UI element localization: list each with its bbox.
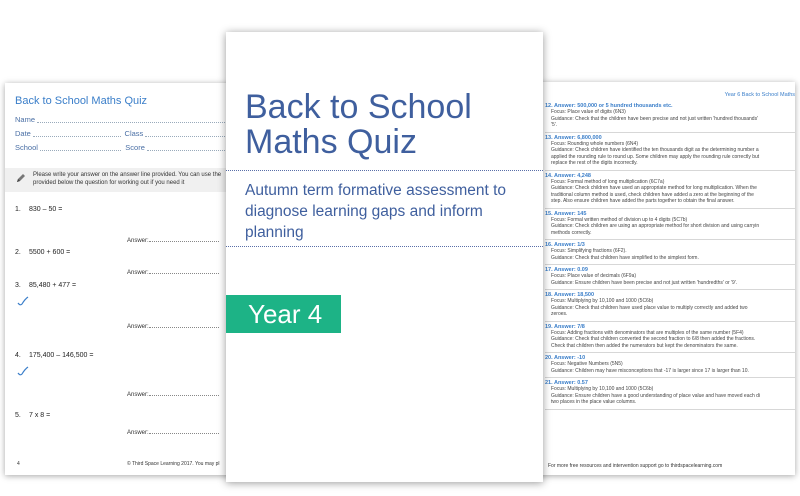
class-line <box>145 130 233 137</box>
answer-detail: Guidance: Check that children converted the second fraction to 6/8 then added the fractions. <box>551 336 756 342</box>
worksheet-footer <box>17 461 237 467</box>
answer-block <box>545 209 795 241</box>
year-badge: Year 4 <box>226 295 341 333</box>
cover-title <box>245 90 472 160</box>
answer-detail: Focus: Multiplying by 10,100 and 1000 (5C6b) <box>551 298 654 304</box>
answer-title: 16. Answer: 1/3 <box>545 242 585 248</box>
answer-sheet-footer: For more free resources and intervention support go to thirdspacelearning.com <box>548 463 723 469</box>
answer-title: 21. Answer: 0.57 <box>545 380 588 386</box>
answer-detail: Focus: Formal method of long multiplication (6C7a) <box>551 178 665 185</box>
answer-detail: '5'. <box>551 122 558 128</box>
answer-block <box>545 378 795 410</box>
name-label: Name <box>15 114 36 124</box>
tick-icon <box>17 295 29 307</box>
answer-detail: traditional column method is used, check children have added a zero at the beginning of the <box>551 191 754 198</box>
date-label: Date <box>15 128 31 138</box>
school-label: School <box>15 142 38 152</box>
answer-line-2: Answer: <box>127 269 237 276</box>
answer-detail: Guidance: Check that children have used place value to multiply correctly and added two <box>551 304 748 311</box>
answer-title: 17. Answer: 0.09 <box>545 267 588 273</box>
answer-detail: Focus: Multiplying by 10,100 and 1000 (5C6b) <box>551 386 654 392</box>
cover-subtitle: Autumn term formative assessment to diagnose learning gaps and inform planning <box>245 182 507 241</box>
answer-detail: Focus: Simplifying fractions (6F2). <box>551 248 627 254</box>
name-field <box>15 112 237 126</box>
answer-detail: replace the rest of the digits incorrectly. <box>551 160 638 166</box>
question-1: 1. 830 – 50 = <box>15 206 63 213</box>
answer-detail: methods correctly. <box>551 229 592 236</box>
answer-detail: Guidance: Check children have used an appropriate method for long multiplication. When the <box>551 185 757 191</box>
answer-detail: Guidance: Check children have identified the ten thousands digit as the determining number a <box>551 147 759 153</box>
answer-detail: Guidance: Check that the children have been precise and not just written 'hundred thousands' <box>551 115 759 122</box>
answer-detail: Guidance: Ensure children have been precise and not just written 'hundredths' or '9'. <box>551 279 738 286</box>
copyright-text: © Third Space Learning 2017. You may pl <box>127 461 220 467</box>
answer-detail: Check that children then added the numerators but kept the denominators the same. <box>551 342 738 349</box>
answer-sheet-page <box>532 82 795 475</box>
answer-list <box>545 101 795 410</box>
question-4: 4. 175,400 – 146,500 = <box>15 352 94 359</box>
answer-line-5: Answer: <box>127 429 237 436</box>
answer-detail: Focus: Rounding whole numbers (6N4) <box>551 140 638 147</box>
top-dotted-divider <box>226 170 543 171</box>
answer-title: 18. Answer: 18,500 <box>545 292 595 298</box>
school-score-field <box>15 140 237 154</box>
date-line <box>33 130 121 137</box>
answer-title: 15. Answer: 145 <box>545 210 587 217</box>
working-area-4 <box>15 363 237 383</box>
answer-detail: Focus: Adding fractions with denominators that are multiples of the same number (5F4) <box>551 329 744 336</box>
answer-block <box>545 101 795 133</box>
answer-detail: Guidance: Children may have misconceptions that -17 is larger since 17 is larger than 10. <box>551 367 749 374</box>
answer-title: 19. Answer: 7/8 <box>545 323 585 330</box>
bottom-dotted-divider <box>226 246 543 247</box>
answer-line-1: Answer: <box>127 237 237 244</box>
instructions-box <box>5 168 237 192</box>
question-2: 2. 5500 + 600 = <box>15 249 71 256</box>
worksheet-title: Back to School Maths Quiz <box>15 95 148 107</box>
working-area-3 <box>15 293 237 313</box>
answer-detail: Focus: Place value of decimals (6F9a) <box>551 273 637 279</box>
name-line <box>37 116 233 123</box>
answer-detail: two places in the place value columns. <box>551 399 637 405</box>
answer-line-3: Answer: <box>127 323 237 330</box>
pencil-icon <box>15 172 27 184</box>
answer-detail: Guidance: Check children are using an appropriate method for short division and using carryin <box>551 223 760 229</box>
answer-detail: Guidance: Ensure children have a good understanding of place value and have moved each di <box>551 392 761 399</box>
answer-detail: Focus: Negative Numbers (5N5) <box>551 361 623 367</box>
tick-icon <box>17 365 29 377</box>
answer-block <box>545 171 795 209</box>
school-line <box>40 144 121 151</box>
quiz-cover <box>226 32 543 482</box>
answer-block <box>545 322 795 354</box>
answer-title: 13. Answer: 6,800,000 <box>545 134 602 141</box>
answer-title: 14. Answer: 4,248 <box>545 172 591 179</box>
question-5: 5. 7 x 8 = <box>15 412 51 419</box>
class-label: Class <box>124 128 144 138</box>
question-3: 3. 85,480 + 477 = <box>15 282 77 289</box>
answer-detail: Guidance: Check that children have simplified to the simplest form. <box>551 254 699 261</box>
score-label: Score <box>125 142 145 152</box>
answer-detail: step. Also ensure children have added the parts together to obtain the final answer. <box>551 198 735 204</box>
answer-sheet-header: Year 6 Back to School Maths <box>724 92 795 98</box>
answer-title: 12. Answer: 500,000 or 5 hundred thousands etc. <box>545 103 673 109</box>
answer-detail: Focus: Place value of digits (6N3) <box>551 109 626 115</box>
answer-detail: Focus: Formal written method of division up to 4 digits (5C7b) <box>551 216 688 223</box>
answer-block <box>545 353 795 378</box>
worksheet-page <box>5 83 237 475</box>
answer-block <box>545 133 795 171</box>
answer-line-4: Answer: <box>127 391 237 398</box>
score-line <box>147 144 233 151</box>
answer-block <box>545 265 795 290</box>
answer-block <box>545 290 795 322</box>
answer-title: 20. Answer: -10 <box>545 355 586 361</box>
cover-title-line-1: Back to School <box>245 88 472 126</box>
date-class-field <box>15 126 237 140</box>
instructions-text: Please write your answer on the answer line provided. You can use the provided below the question for working out if you need it <box>33 172 222 186</box>
answer-detail: applied the rounding rule to round up. Some children may apply the rounding rule correctly but <box>551 153 760 160</box>
page-number: 4 <box>17 461 20 467</box>
answer-detail: zeroes. <box>551 311 568 317</box>
answer-block <box>545 240 795 265</box>
cover-title-line-2: Maths Quiz <box>245 123 417 161</box>
